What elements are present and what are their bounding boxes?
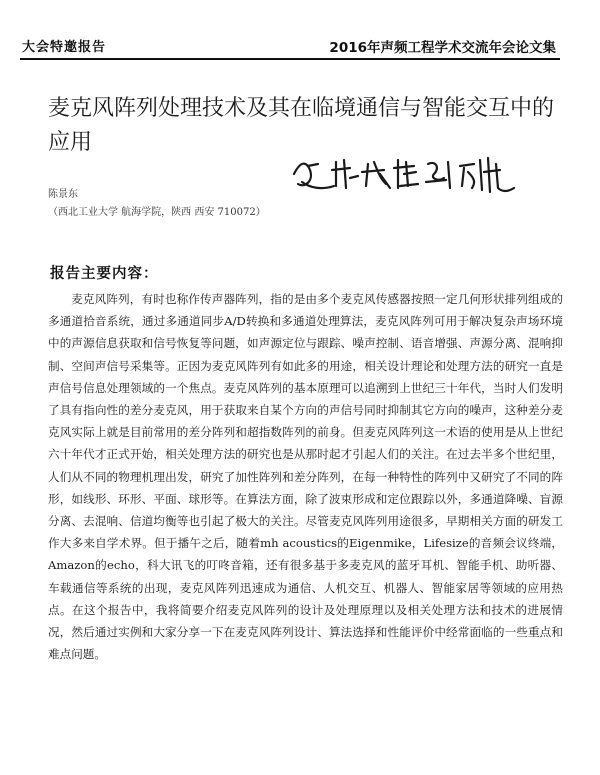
author-affiliation: （西北工业大学 航海学院，陕西 西安 710072）	[48, 207, 266, 218]
header-right-label: 2016年声频工程学术交流年会论文集	[329, 40, 556, 56]
handwritten-signature	[288, 148, 518, 198]
header-left-label: 大会特邀报告	[22, 40, 107, 55]
header-rule	[20, 58, 560, 60]
abstract-paragraph: 麦克风阵列，有时也称作传声器阵列，指的是由多个麦克风传感器按照一定几何形状排列组成的多通道拾音系统，通过多通道同步A/D转换和多通道处理算法，麦克风阵列可用于解决复杂声场环境中的声源信息获取和信号恢复等问题，如声源定位与跟踪、噪声控制、语音增强、声源分离、混响抑制、空间声信号采集等。正因为麦克风阵列有如此多的用途，相关设计理论和处理方法的研究一直是声信号信息处理领域的一个焦点。麦克风阵列的基本原理可以追溯到上世纪三十年代，当时人们发明了具有指向性的差分麦克风，用于获取来自某个方向的声信号同时抑制其它方向的噪声，这种差分麦克风实际上就是目前常用的差分阵列和超指数阵列的前身。但麦克风阵列这一术语的使用是从上世纪六十年代才正式开始，相关处理方法的研究也是从那时起才引起人们的关注。在过去半多个世纪里，人们从不同的物理机理出发，研究了加性阵列和差分阵列，在每一种特性的阵列中又研究了不同的阵形，如线形、环形、平面、球形等。在算法方面，除了波束形成和定位跟踪以外，多通道降噪、盲源分离、去混响、信道均衡等也引起了极大的关注。尽管麦克风阵列用途很多，早期相关方面的研发工作大多来自学术界。但于播午之后，随着mh acoustics的Eigenmike，Lifesize的音频会议终端，Amazon的echo，科大讯飞的叮咚音箱，还有很多基于多麦克风的蓝牙耳机、智能手机、助听器、车载通信等系统的出现，麦克风阵列迅速成为通信、人机交互、机器人、智能家居等领域的应用热点。在这个报告中，我将简要介绍麦克风阵列的设计及处理原理以及相关处理方法和技术的进展情况，然后通过实例和大家分享一下在麦克风阵列设计、算法选择和性能评价中经常面临的一些重点和难点问题。	[48, 292, 563, 662]
author-name: 陈景东	[48, 189, 78, 200]
paper-title: 麦克风阵列处理技术及其在临境通信与智能交互中的应用	[48, 96, 555, 155]
section-heading: 报告主要内容：	[50, 265, 159, 282]
